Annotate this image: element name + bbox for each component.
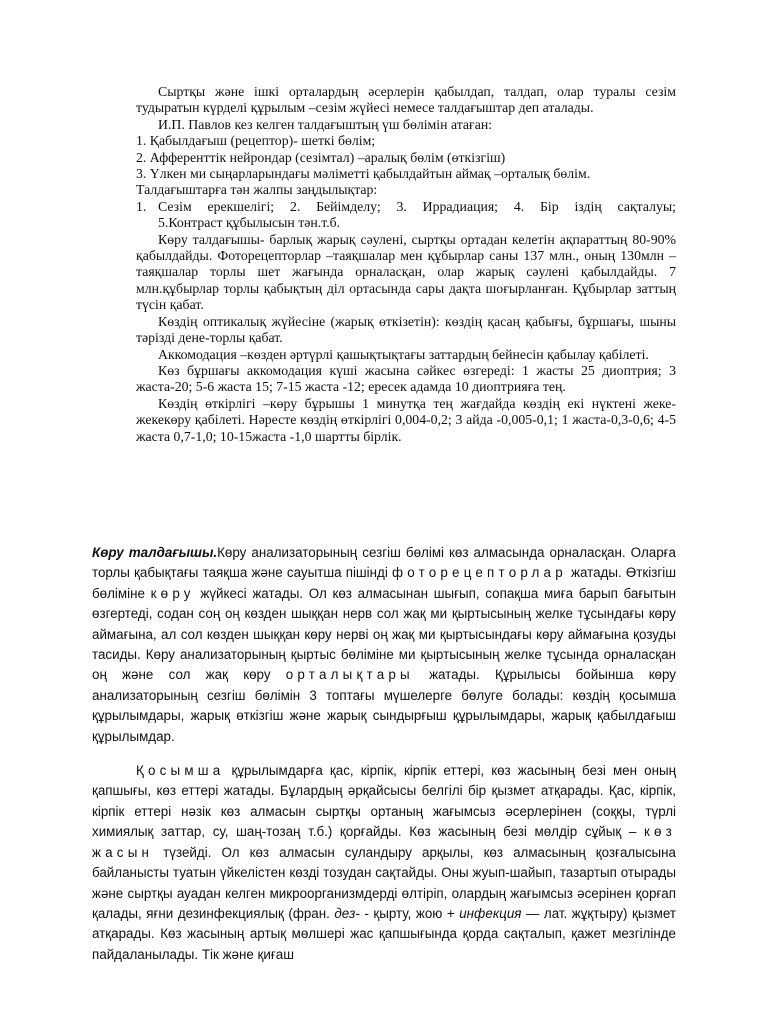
section-title: Көру талдағышы. <box>92 545 218 560</box>
paragraph-visual-analyzer-detail <box>92 543 676 747</box>
spaced-term: Қосымша <box>136 763 225 779</box>
list-item-receptor: 1. Қабылдағыш (рецептор)- шеткі бөлім; <box>136 133 376 149</box>
italic-term: инфекция <box>459 905 522 921</box>
paragraph-laws-heading: Талдағыштарға тән жалпы заңдылықтар: <box>136 182 378 198</box>
text-run: жатады. Өткізгіш бөліміне <box>92 565 676 601</box>
laws-list-continuation: 5.Контраст құбылысын тән.т.б. <box>158 215 341 231</box>
text-run: — лат. жұқтыру) қызмет атқарады. Көз жасының артық мөлшері жас қапшығында қорда сақталып, қажет мезгілінде пайдаланылады. Тік және қиғаш <box>92 905 677 962</box>
text-run: түзейді. Ол көз алмасын суландыру арқылы, көз алмасының қозғалысына байланысты туатын үйкелістен көзді тозудан сақтайды. Оны жуып-шайып, тазартып отырады және сыртқы ауадан келген микроорганизмдерді өлтіріп, олардың жағымсыз әсерінен қорғап қалады, яғни дезинфекциялық (фран. <box>92 844 676 921</box>
text-run: - қырту, жою + <box>359 905 460 921</box>
section-summary <box>136 84 676 445</box>
paragraph-intro: Сыртқы және ішкі орталардың әсерлерін қабылдап, талдап, олар туралы сезім тудыратын күрделі құрылым –сезім жүйесі немесе талдағыштар деп аталады. <box>136 84 676 116</box>
laws-list-text: Сезім ерекшелігі; 2. Бейімделу; 3. Иррадиация; 4. Бір іздің сақталуы; <box>158 198 676 214</box>
list-item-cortex: 3. Үлкен ми сыңарларындағы мәліметті қабылдайтын аймақ –орталық бөлім. <box>136 166 591 182</box>
paragraph-acuity: Көздің өткірлігі –көру бұрышы 1 минутқа тең жағдайда көздің екі нүктені жеке-жекекөру қабілеті. Нәресте көздің өткірлігі 0,004-0,2; 3 айда -0,005-0,1; 1 жаста-0,3-0,6; 4-5 жаста 0,7-1,0; 10-15жаста -1,0 шартты бірлік. <box>136 395 676 444</box>
spaced-term: көз жасын <box>92 824 676 860</box>
laws-list <box>136 199 676 215</box>
paragraph-accessory-structures <box>92 761 676 965</box>
spaced-term: орталықтары <box>285 667 414 683</box>
paragraph-accommodation: Аккомодация –көзден әртүрлі қашықтықтағы заттардың бейнесін қабылау қабілеті. <box>158 346 649 362</box>
spaced-term: фоторецепторлар <box>392 565 567 581</box>
paragraph-optical-system: Көздің оптикалық жүйесіне (жарық өткізетін): көздің қасаң қабығы, бұршағы, шыны тәрізді дене-торлы қабат. <box>136 313 676 346</box>
paragraph-visual-analyzer: Көру талдағышы- барлық жарық сәулені, сыртқы ортадан келетін ақпараттың 80-90% қабылдайды. Фоторецепторлар –таяқшалар мен құбырлар саны 137 млн., оның 130млн –таяқшалар торлы шет жағында орналасқан, олар жарық сәулені қабылдайды. 7 млн.құбырлар торлы қабықтың діл ортасында сары дақта шоғырланған. Құбырлар заттың түсін қабат. <box>136 231 676 313</box>
section-detail <box>92 543 676 965</box>
text-run: Көру анализаторының сезгіш бөлімі көз алмасында орналасқан. Оларға торлы қабықтағы таяқша және сауытша пішінді <box>92 545 676 581</box>
list-item-afferent: 2. Афференттік нейрондар (сезімтал) –аралық бөлім (өткізгіш) <box>136 149 506 165</box>
text-run: жүйкесі жатады. Ол көз алмасынан шығып, сопақша миға барып бағытын өзгертеді, содан соң оң көзден шыққан нерв сол жақ ми қыртысының желке тұсындағы көру аймағына, ал сол көзден шыққан көру нерві оң жақ ми қыртысындағы көру аймағына қозуды тасиды. Көру анализаторының қыртыс бөліміне ми қыртысының желке тұсында орналасқан оң және сол жақ көру <box>92 585 676 683</box>
italic-term: дез- <box>334 905 360 921</box>
laws-list-number: 1. <box>136 198 147 214</box>
spaced-term: көру <box>150 585 195 601</box>
paragraph-pavlov: И.П. Павлов кез келген талдағыштың үш бөлімін атаған: <box>158 116 493 132</box>
text-run: құрылымдарға қас, кірпік, кірпік еттері, көз жасының безі мен оның қапшығы, көз еттері жатады. Бұлардың әрқайсысы белгілі бір қызмет атқарады. Қас, кірпік, кірпік еттері нәзік көз алмасын сыртқы ортаның жағымсыз әсерлерінен (соққы, түрлі химиялық заттар, су, шаң-тозаң т.б.) қорғайды. Көз жасының безі мөлдір сұйық – <box>92 763 676 840</box>
text-run: жатады. Құрылысы бойынша көру анализаторының сезгіш бөлімін 3 топтағы мүшелерге бөлуге болады: көздің қосымша құрылымдары, жарық өткізгіш және жарық сындырғыш құрылымдары, жарық қабылдағыш құрылымдар. <box>92 667 676 744</box>
paragraph-lens-power: Көз бұршағы аккомодация күші жасына сәйкес өзгереді: 1 жасты 25 диоптрия; 3 жаста-20; 5-6 жаста 15; 7-15 жаста -12; ересек адамда 10 диоптрияға тең. <box>136 362 676 395</box>
